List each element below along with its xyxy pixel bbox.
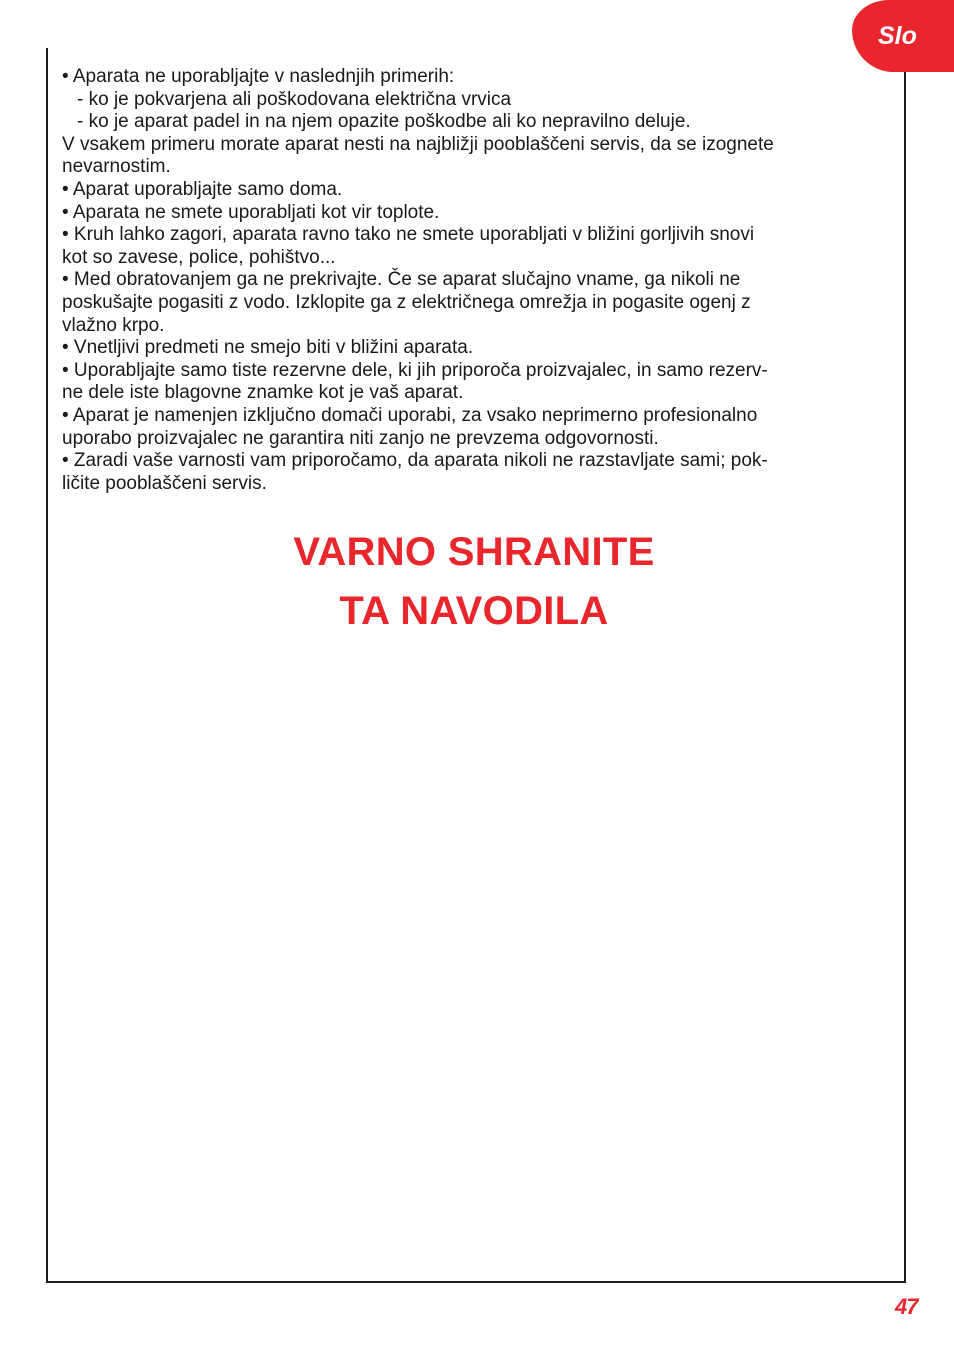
text-line: vlažno krpo. bbox=[62, 314, 165, 336]
text-line: ne dele iste blagovne znamke kot je vaš aparat. bbox=[62, 382, 464, 404]
text-line: • Zaradi vaše varnosti vam priporočamo, da aparata nikoli ne razstavljate sami; pok- bbox=[62, 450, 768, 472]
heading-line-1: VARNO SHRANITE bbox=[293, 530, 655, 574]
text-line: uporabo proizvajalec ne garantira niti zanjo ne prevzema odgovornosti. bbox=[62, 427, 659, 449]
language-tab: Slo bbox=[852, 0, 954, 72]
safety-instructions bbox=[62, 66, 897, 495]
text-line: • Med obratovanjem ga ne prekrivajte. Če se aparat slučajno vname, ga nikoli ne bbox=[62, 269, 741, 291]
text-line: nevarnostim. bbox=[62, 156, 171, 178]
text-line: • Vnetljivi predmeti ne smejo biti v bližini aparata. bbox=[62, 337, 474, 359]
text-line: kot so zavese, police, pohištvo... bbox=[62, 246, 336, 268]
heading-line-2: TA NAVODILA bbox=[339, 589, 609, 633]
text-line: - ko je aparat padel in na njem opazite poškodbe ali ko nepravilno deluje. bbox=[77, 111, 691, 133]
text-line: • Uporabljajte samo tiste rezervne dele, ki jih priporoča proizvajalec, in samo rezerv- bbox=[62, 359, 768, 381]
text-line: poskušajte pogasiti z vodo. Izklopite ga z električnega omrežja in pogasite ogenj z bbox=[62, 291, 751, 313]
text-line: • Aparat je namenjen izključno domači uporabi, za vsako neprimerno profesionalno bbox=[62, 404, 758, 426]
page-number: 47 bbox=[895, 1294, 918, 1319]
text-line: • Kruh lahko zagori, aparata ravno tako ne smete uporabljati v bližini gorljivih snovi bbox=[62, 224, 755, 246]
text-line: ličite pooblaščeni servis. bbox=[62, 472, 267, 494]
text-line: - ko je pokvarjena ali poškodovana električna vrvica bbox=[77, 88, 512, 110]
text-line: • Aparata ne smete uporabljati kot vir toplote. bbox=[62, 201, 440, 223]
text-line: • Aparata ne uporabljajte v naslednjih primerih: bbox=[62, 66, 455, 87]
text-line: • Aparat uporabljajte samo doma. bbox=[62, 178, 343, 200]
text-line: V vsakem primeru morate aparat nesti na najbližji pooblaščeni servis, da se izognete bbox=[62, 133, 774, 155]
